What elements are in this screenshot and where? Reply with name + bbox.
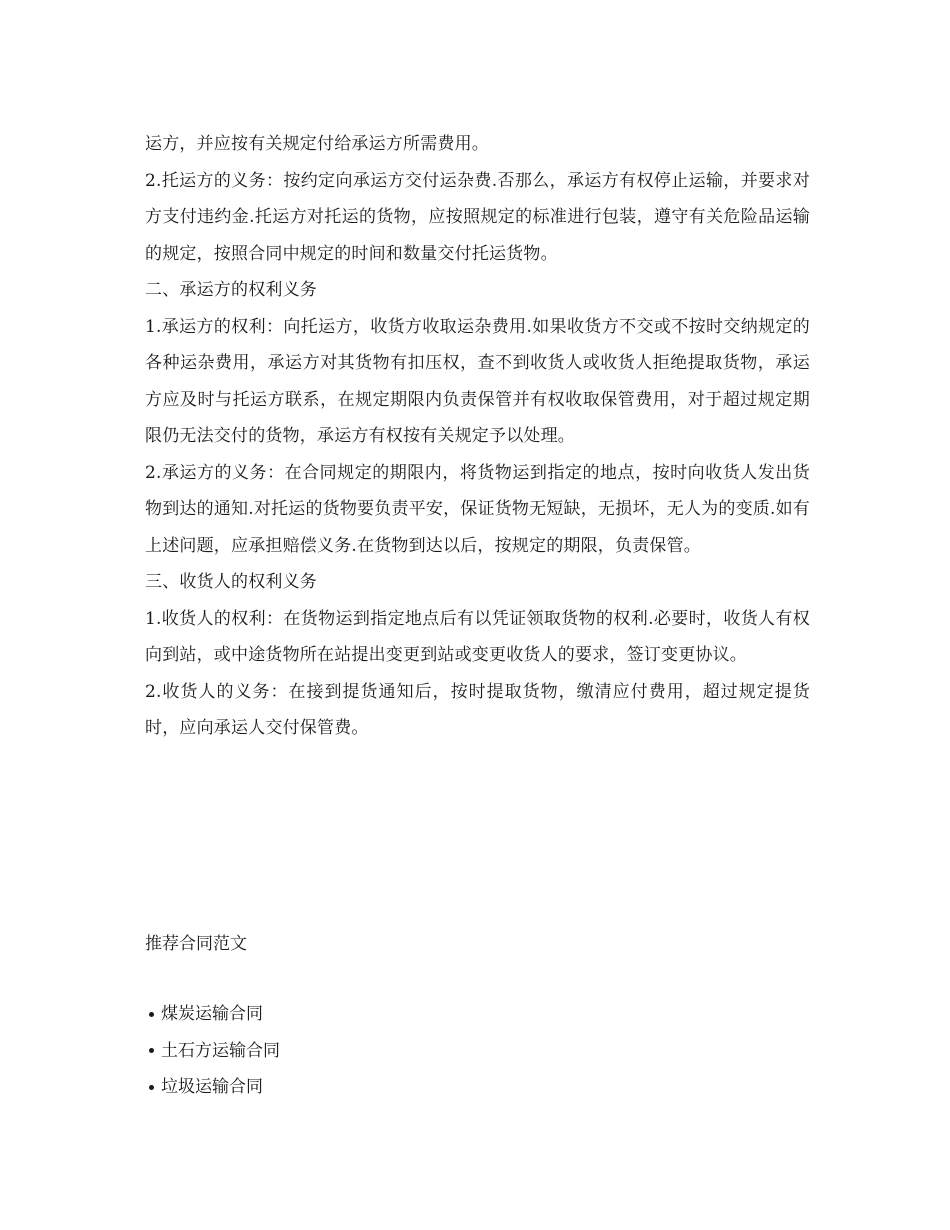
recommended-list — [145, 996, 810, 1106]
section-heading-consignee: 三、收货人的权利义务 — [145, 572, 317, 592]
bullet-icon — [149, 1085, 154, 1090]
paragraph-carrier-payment-end: 运方，并应按有关规定付给承运方所需费用。 — [145, 134, 489, 154]
recommended-contracts — [145, 926, 810, 1106]
section-heading-carrier: 二、承运方的权利义务 — [145, 280, 317, 300]
recommended-item-label[interactable]: 垃圾运输合同 — [161, 1077, 263, 1097]
recommended-item[interactable] — [145, 996, 810, 1033]
recommended-item[interactable] — [145, 1069, 810, 1106]
recommended-item[interactable] — [145, 1033, 810, 1070]
bullet-icon — [149, 1012, 154, 1017]
recommended-title: 推荐合同范文 — [145, 934, 247, 954]
bullet-icon — [149, 1048, 154, 1053]
recommended-item-label[interactable]: 土石方运输合同 — [161, 1040, 280, 1061]
paragraph-consignee-obligations: 2.收货人的义务：在接到提货通知后，按时提取货物，缴清应付费用，超过规定提货时，应向承运人交付保管费。 — [145, 681, 810, 738]
paragraph-shipper-obligations: 2.托运方的义务：按约定向承运方交付运杂费.否那么，承运方有权停止运输，并要求对方支付违约金.托运方对托运的货物，应按照规定的标准进行包装，遵守有关危险品运输的规定，按照合同中规定的时间和数量交付托运货物。 — [145, 170, 810, 264]
recommended-item-label[interactable]: 煤炭运输合同 — [161, 1004, 263, 1024]
paragraph-carrier-obligations: 2.承运方的义务：在合同规定的期限内，将货物运到指定的地点，按时向收货人发出货物到达的通知.对托运的货物要负责平安，保证货物无短缺，无损坏，无人为的变质.如有上述问题，应承担赔偿义务.在货物到达以后，按规定的期限，负责保管。 — [145, 462, 810, 556]
paragraph-carrier-rights: 1.承运方的权利：向托运方，收货方收取运杂费用.如果收货方不交或不按时交纳规定的各种运杂费用，承运方对其货物有扣压权，查不到收货人或收货人拒绝提取货物，承运方应及时与托运方联系，在规定期限内负责保管并有权收取保管费用，对于超过规定期限仍无法交付的货物，承运方有权按有关规定予以处理。 — [145, 316, 810, 446]
document-body — [145, 126, 810, 747]
paragraph-consignee-rights: 1.收货人的权利：在货物运到指定地点后有以凭证领取货物的权利.必要时，收货人有权向到站，或中途货物所在站提出变更到站或变更收货人的要求，签订变更协议。 — [145, 608, 810, 665]
